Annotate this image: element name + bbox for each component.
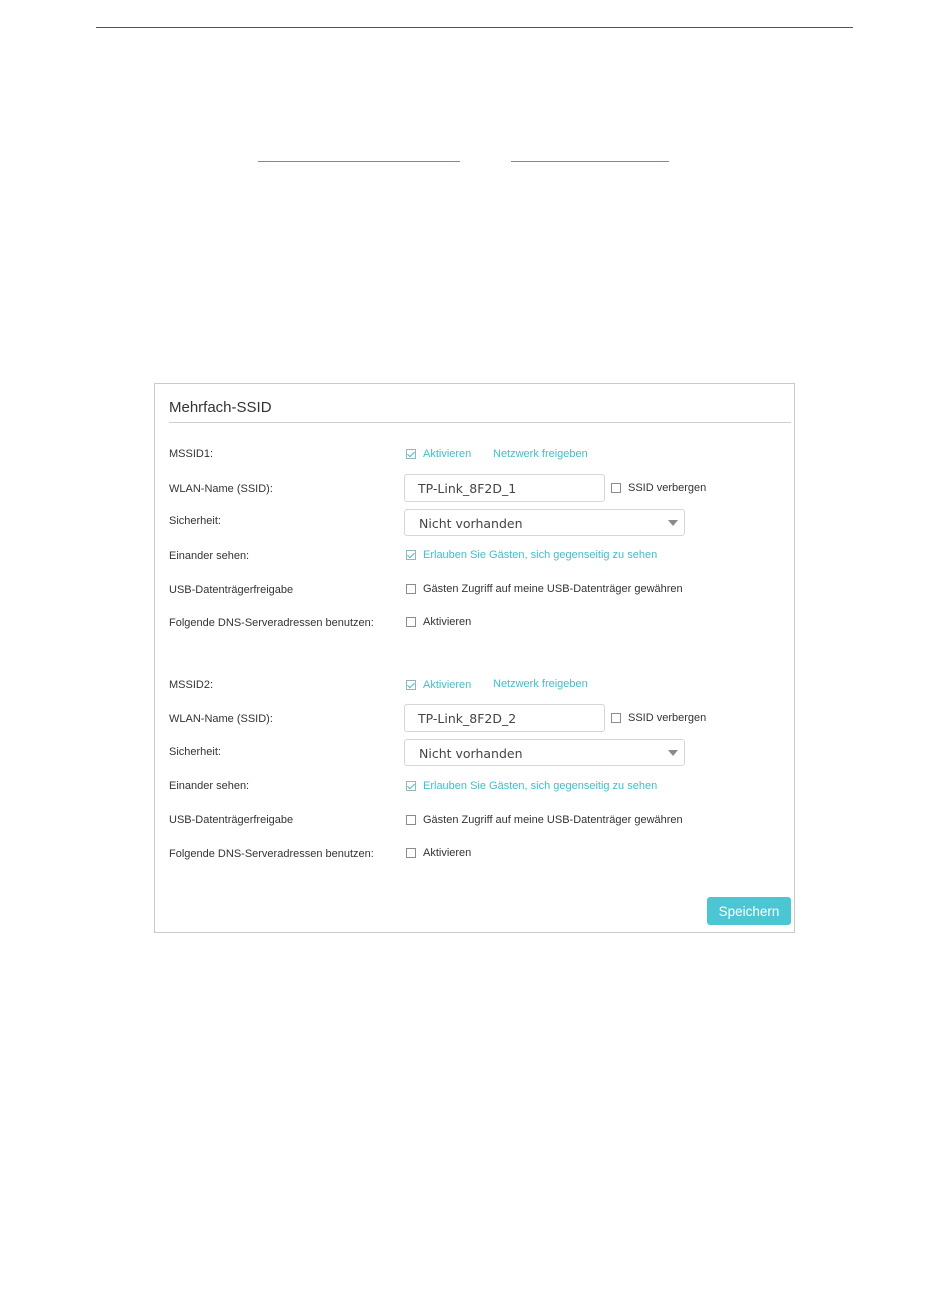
mssid2-security-value: Nicht vorhanden: [419, 746, 523, 761]
mssid2-usb-option[interactable]: Gästen Zugriff auf meine USB-Datenträger gewähren: [423, 814, 683, 826]
mssid2-dns-label: Folgende DNS-Serveradressen benutzen:: [169, 848, 374, 860]
mssid2-label: MSSID2:: [169, 679, 214, 691]
mssid1-hide-ssid-checkbox[interactable]: [611, 483, 621, 493]
mssid2-ssid-label: WLAN-Name (SSID):: [169, 713, 273, 725]
panel-title: Mehrfach-SSID: [169, 399, 272, 416]
mssid2-enable-checkbox[interactable]: [406, 680, 416, 690]
mssid1-enable-label[interactable]: Aktivieren: [423, 448, 472, 460]
mssid1-usb-checkbox[interactable]: [406, 584, 416, 594]
mssid2-see-each-other-checkbox[interactable]: [406, 781, 416, 791]
mssid2-security-label: Sicherheit:: [169, 746, 221, 758]
page-header-rule: [96, 27, 853, 28]
mssid1-see-each-other-label: Einander sehen:: [169, 550, 250, 562]
mssid2-enable-label[interactable]: Aktivieren: [423, 679, 472, 691]
multi-ssid-panel: [154, 383, 795, 933]
mssid1-share-network-link[interactable]: Netzwerk freigeben: [493, 448, 588, 460]
mssid1-dns-option[interactable]: Aktivieren: [423, 616, 472, 628]
mssid1-ssid-input[interactable]: [404, 474, 605, 502]
mssid2-ssid-input[interactable]: [404, 704, 605, 732]
mssid1-usb-label: USB-Datenträgerfreigabe: [169, 584, 294, 596]
chevron-down-icon: [668, 520, 678, 526]
mssid1-usb-option[interactable]: Gästen Zugriff auf meine USB-Datenträger gewähren: [423, 583, 683, 595]
panel-divider: [169, 422, 791, 423]
mssid2-usb-label: USB-Datenträgerfreigabe: [169, 814, 294, 826]
mssid1-security-label: Sicherheit:: [169, 515, 221, 527]
mssid1-label: MSSID1:: [169, 448, 214, 460]
mssid2-share-network-link[interactable]: Netzwerk freigeben: [493, 678, 588, 690]
mssid1-hide-ssid-label[interactable]: SSID verbergen: [628, 482, 707, 494]
save-button[interactable]: Speichern: [707, 897, 791, 925]
mssid1-dns-label: Folgende DNS-Serveradressen benutzen:: [169, 617, 374, 629]
mssid2-hide-ssid-label[interactable]: SSID verbergen: [628, 712, 707, 724]
mssid2-usb-checkbox[interactable]: [406, 815, 416, 825]
mssid1-dns-checkbox[interactable]: [406, 617, 416, 627]
document-link-underline[interactable]: [511, 161, 669, 162]
chevron-down-icon: [668, 750, 678, 756]
mssid1-see-each-other-option[interactable]: Erlauben Sie Gästen, sich gegenseitig zu sehen: [423, 549, 658, 561]
mssid1-see-each-other-checkbox[interactable]: [406, 550, 416, 560]
mssid1-enable-checkbox[interactable]: [406, 449, 416, 459]
mssid1-ssid-label: WLAN-Name (SSID):: [169, 483, 273, 495]
mssid2-dns-checkbox[interactable]: [406, 848, 416, 858]
mssid2-see-each-other-option[interactable]: Erlauben Sie Gästen, sich gegenseitig zu sehen: [423, 780, 658, 792]
mssid1-security-value: Nicht vorhanden: [419, 516, 523, 531]
mssid2-see-each-other-label: Einander sehen:: [169, 780, 250, 792]
mssid1-security-select[interactable]: [404, 509, 685, 536]
mssid2-security-select[interactable]: [404, 739, 685, 766]
document-link-underline[interactable]: [258, 161, 460, 162]
mssid2-hide-ssid-checkbox[interactable]: [611, 713, 621, 723]
mssid2-dns-option[interactable]: Aktivieren: [423, 847, 472, 859]
